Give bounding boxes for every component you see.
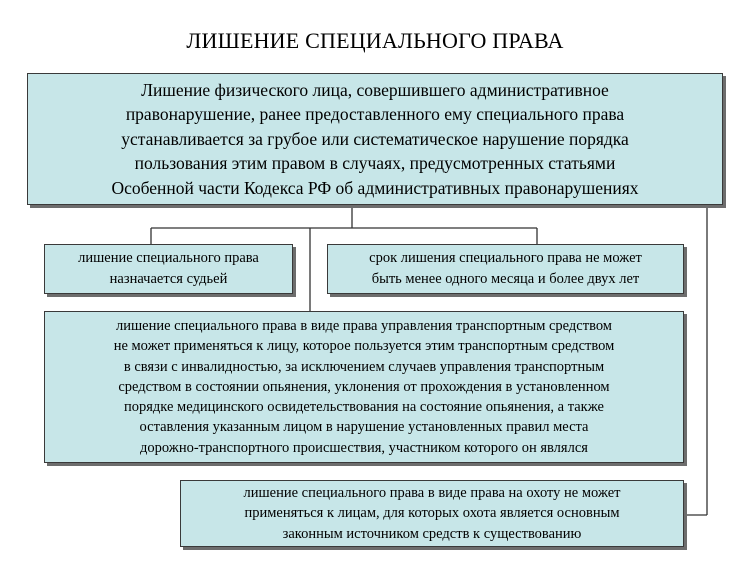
term-box: [327, 244, 684, 294]
transport-text: лишение специального права в виде права управления транспортным средством не может применяться к лицу, которое пользуется этим транспортным средством в связи с инвалидностью, за исключением случаев управления транспортным средством в состоянии опьянения, уклонения от прохождения в установленном порядке медицинского освидетельствования на состояние опьянения, а также оставления указанным лицом в нарушение установленных правил места дорожно-транспортного происшествия, участником которого он являлся: [113, 317, 615, 456]
hunting-box: [180, 480, 684, 547]
diagram-title: ЛИШЕНИЕ СПЕЦИАЛЬНОГО ПРАВА: [186, 28, 564, 53]
main-definition-box: [27, 73, 723, 205]
hunting-text: лишение специального права в виде права на охоту не может применяться к лицам, для которых охота является основным законным источником средств к существованию: [243, 484, 621, 542]
judge-box: [44, 244, 293, 294]
term-text: срок лишения специального права не может быть менее одного месяца и более двух лет: [369, 250, 642, 287]
main-definition-text: Лишение физического лица, совершившего административное правонарушение, ранее предоставленного ему специального права устанавливается за грубое или систематическое нарушение порядка пользования этим правом в случаях, предусмотренных статьями Особенной части Кодекса РФ об административных правонарушениях: [111, 79, 639, 198]
judge-text: лишение специального права назначается судьей: [78, 250, 259, 287]
transport-box: [44, 311, 684, 463]
